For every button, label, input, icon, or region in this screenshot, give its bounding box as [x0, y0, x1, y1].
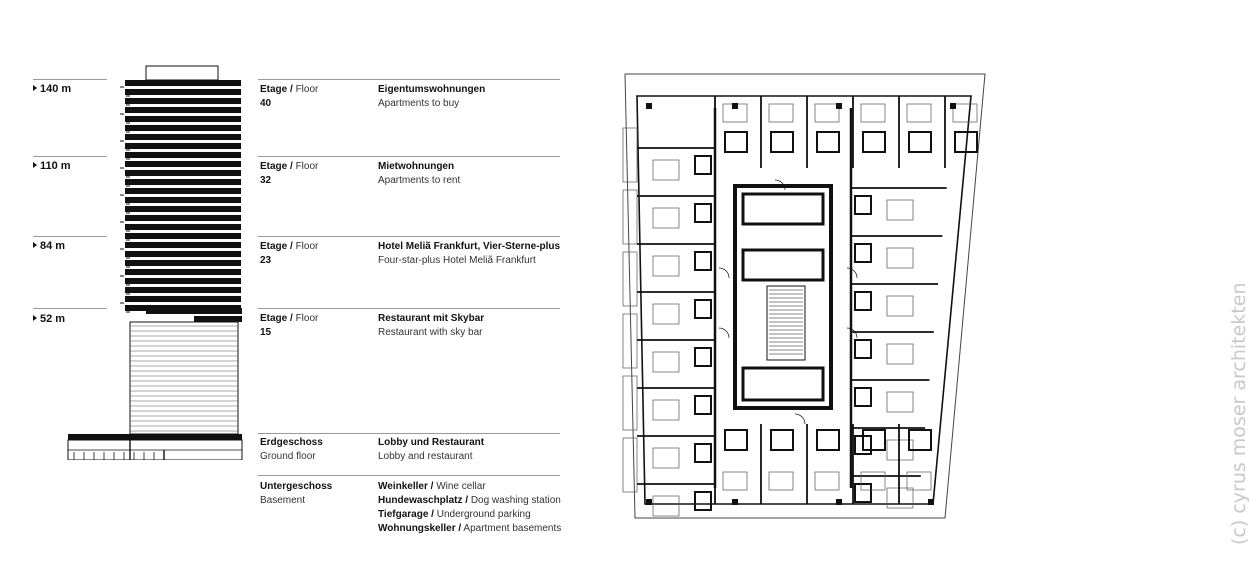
- balcony-left: [623, 376, 637, 430]
- slash: /: [465, 495, 469, 506]
- use-de: Mietwohnungen: [378, 161, 455, 172]
- tower-elevation-drawing: [60, 60, 250, 460]
- bed-left: [653, 256, 679, 276]
- facade-band: [125, 80, 241, 86]
- floor-number: 40: [260, 98, 272, 109]
- elevator-bank-bottom: [743, 368, 823, 400]
- bathroom-bottom: [817, 430, 839, 450]
- core-wall: [735, 186, 831, 408]
- facade-band: [125, 260, 241, 266]
- pointer-triangle-icon: [33, 242, 37, 248]
- use-de: Weinkeller: [378, 481, 428, 492]
- structural-column: [950, 103, 956, 109]
- level-basement: [260, 480, 332, 508]
- facade-band: [125, 170, 241, 176]
- level-floor-15: [260, 312, 318, 340]
- bed-top: [815, 104, 839, 122]
- bed-top: [953, 104, 977, 122]
- bathroom-right: [855, 244, 871, 262]
- floor-label-de: Etage: [260, 84, 288, 95]
- pointer-triangle-icon: [33, 162, 37, 168]
- level-rule: [258, 156, 560, 157]
- bed-left: [653, 496, 679, 516]
- bathroom-right: [855, 388, 871, 406]
- floor-number: 32: [260, 175, 272, 186]
- basement-use-item: [378, 494, 561, 508]
- bathroom-top: [725, 132, 747, 152]
- slash: /: [430, 481, 434, 492]
- structural-column: [836, 499, 842, 505]
- pointer-triangle-icon: [33, 315, 37, 321]
- floor-label-en: Floor: [295, 241, 319, 252]
- bathroom-right: [855, 196, 871, 214]
- use-en: Four-star-plus Hotel Meliã Frankfurt: [378, 255, 536, 266]
- height-label: 140 m: [40, 83, 72, 95]
- balcony-left: [623, 314, 637, 368]
- bed-bottom: [907, 472, 931, 490]
- bed-right: [887, 392, 913, 412]
- bathroom-bottom: [863, 430, 885, 450]
- floor-label-de: Etage: [260, 241, 288, 252]
- facade-band: [125, 116, 241, 122]
- floor-number: 23: [260, 255, 272, 266]
- bed-right: [887, 344, 913, 364]
- facade-band: [125, 161, 241, 167]
- slash: /: [290, 313, 293, 324]
- door-swing: [719, 268, 729, 278]
- facade-band: [125, 143, 241, 149]
- floor-label-de: Erdgeschoss: [260, 437, 323, 448]
- pointer-triangle-icon: [33, 85, 37, 91]
- elevator-bank-mid: [743, 250, 823, 280]
- balcony-left: [623, 438, 637, 492]
- facade-band: [125, 188, 241, 194]
- use-de: Wohnungskeller: [378, 523, 456, 534]
- bed-top: [861, 104, 885, 122]
- bed-left: [653, 400, 679, 420]
- bathroom-left: [695, 252, 711, 270]
- door-swing: [719, 328, 729, 338]
- bed-left: [653, 352, 679, 372]
- slash: /: [290, 241, 293, 252]
- facade-band: [125, 179, 241, 185]
- floor-label-de: Etage: [260, 313, 288, 324]
- podium-roof: [68, 434, 242, 440]
- height-label: 110 m: [40, 160, 71, 172]
- bathroom-left: [695, 156, 711, 174]
- structural-column: [646, 103, 652, 109]
- floor-plan-drawing: [615, 68, 995, 528]
- bed-left: [653, 208, 679, 228]
- hotel-shaft: [130, 322, 238, 434]
- structural-column: [646, 499, 652, 505]
- bathroom-left: [695, 396, 711, 414]
- floor-label-en: Floor: [295, 84, 319, 95]
- level-floor-32: [260, 160, 318, 188]
- structural-column: [732, 103, 738, 109]
- facade-band: [125, 233, 241, 239]
- use-floor-23: [378, 240, 560, 268]
- use-en: Wine cellar: [436, 481, 486, 492]
- level-ground-floor: [260, 436, 323, 464]
- floor-label-de: Etage: [260, 161, 288, 172]
- bathroom-right: [855, 292, 871, 310]
- tower-crown: [146, 66, 218, 80]
- use-floor-15: [378, 312, 484, 340]
- structural-column: [732, 499, 738, 505]
- basement-use-item: [378, 522, 561, 536]
- use-en: Restaurant with sky bar: [378, 327, 483, 338]
- restaurant-band: [146, 308, 242, 314]
- level-rule: [258, 79, 560, 80]
- facade-band: [125, 98, 241, 104]
- level-rule: [258, 475, 560, 476]
- floor-label-en: Floor: [295, 161, 319, 172]
- bathroom-left: [695, 492, 711, 510]
- use-de: Restaurant mit Skybar: [378, 313, 485, 324]
- slash: /: [290, 84, 293, 95]
- facade-band: [125, 224, 241, 230]
- facade-band: [125, 296, 241, 302]
- facade-band: [125, 278, 241, 284]
- use-basement: [378, 480, 561, 536]
- bed-left: [653, 160, 679, 180]
- floor-number: 15: [260, 327, 272, 338]
- bathroom-left: [695, 204, 711, 222]
- stair-core: [767, 286, 805, 360]
- floor-label-en: Ground floor: [260, 451, 316, 462]
- balcony-left: [623, 128, 637, 182]
- use-ground-floor: [378, 436, 484, 464]
- facade-band: [125, 215, 241, 221]
- bathroom-top: [817, 132, 839, 152]
- facade-band: [125, 152, 241, 158]
- plan-outline-inner: [637, 96, 971, 504]
- structural-column: [928, 499, 934, 505]
- use-de: Tiefgarage: [378, 509, 429, 520]
- use-de: Hundewaschplatz: [378, 495, 463, 506]
- bed-bottom: [723, 472, 747, 490]
- level-floor-23: [260, 240, 318, 268]
- facade-band: [125, 134, 241, 140]
- basement-use-item: [378, 508, 561, 522]
- use-en: Lobby and restaurant: [378, 451, 473, 462]
- bed-bottom: [861, 472, 885, 490]
- use-en: Apartments to rent: [378, 175, 461, 186]
- bathroom-bottom: [725, 430, 747, 450]
- facade-band: [125, 242, 241, 248]
- use-de: Lobby und Restaurant: [378, 437, 485, 448]
- balcony-left: [623, 190, 637, 244]
- copyright-watermark: (c) cyrus moser architekten: [1228, 282, 1250, 545]
- facade-band: [125, 89, 241, 95]
- facade-band: [125, 107, 241, 113]
- bathroom-left: [695, 444, 711, 462]
- use-en: Dog washing station: [470, 495, 561, 506]
- facade-band: [125, 287, 241, 293]
- facade-band: [125, 206, 241, 212]
- door-swing: [795, 414, 805, 424]
- bed-right: [887, 248, 913, 268]
- level-rule: [258, 433, 560, 434]
- facade-band: [125, 251, 241, 257]
- bed-right: [887, 296, 913, 316]
- bed-right: [887, 200, 913, 220]
- structural-column: [836, 103, 842, 109]
- use-floor-40: [378, 83, 485, 111]
- level-rule: [258, 236, 560, 237]
- bed-right: [887, 488, 913, 508]
- use-en: Apartments to buy: [378, 98, 460, 109]
- height-label: 52 m: [40, 313, 66, 325]
- bathroom-bottom: [771, 430, 793, 450]
- bathroom-top: [863, 132, 885, 152]
- floor-label-en: Floor: [295, 313, 319, 324]
- height-label: 84 m: [40, 240, 66, 252]
- slash: /: [290, 161, 293, 172]
- bathroom-top: [909, 132, 931, 152]
- slash: /: [431, 509, 434, 520]
- bathroom-top: [771, 132, 793, 152]
- level-floor-40: [260, 83, 318, 111]
- use-de: Eigentumswohnungen: [378, 84, 486, 95]
- use-floor-32: [378, 160, 460, 188]
- bed-left: [653, 448, 679, 468]
- bed-bottom: [769, 472, 793, 490]
- bathroom-left: [695, 300, 711, 318]
- elevator-bank-top: [743, 194, 823, 224]
- use-de: Hotel Meliã Frankfurt, Vier-Sterne-plus: [378, 241, 561, 252]
- bed-left: [653, 304, 679, 324]
- bed-bottom: [815, 472, 839, 490]
- floor-label-de: Untergeschoss: [260, 481, 333, 492]
- use-en: Underground parking: [436, 509, 531, 520]
- bed-top: [907, 104, 931, 122]
- bathroom-right: [855, 340, 871, 358]
- use-en: Apartment basements: [463, 523, 562, 534]
- level-rule: [258, 308, 560, 309]
- slash: /: [458, 523, 462, 534]
- bed-top: [769, 104, 793, 122]
- basement-use-item: [378, 480, 561, 494]
- skybar-band: [194, 316, 242, 322]
- bathroom-left: [695, 348, 711, 366]
- floor-label-en: Basement: [260, 495, 306, 506]
- facade-band: [125, 269, 241, 275]
- facade-band: [125, 125, 241, 131]
- bathroom-right: [855, 484, 871, 502]
- facade-band: [125, 197, 241, 203]
